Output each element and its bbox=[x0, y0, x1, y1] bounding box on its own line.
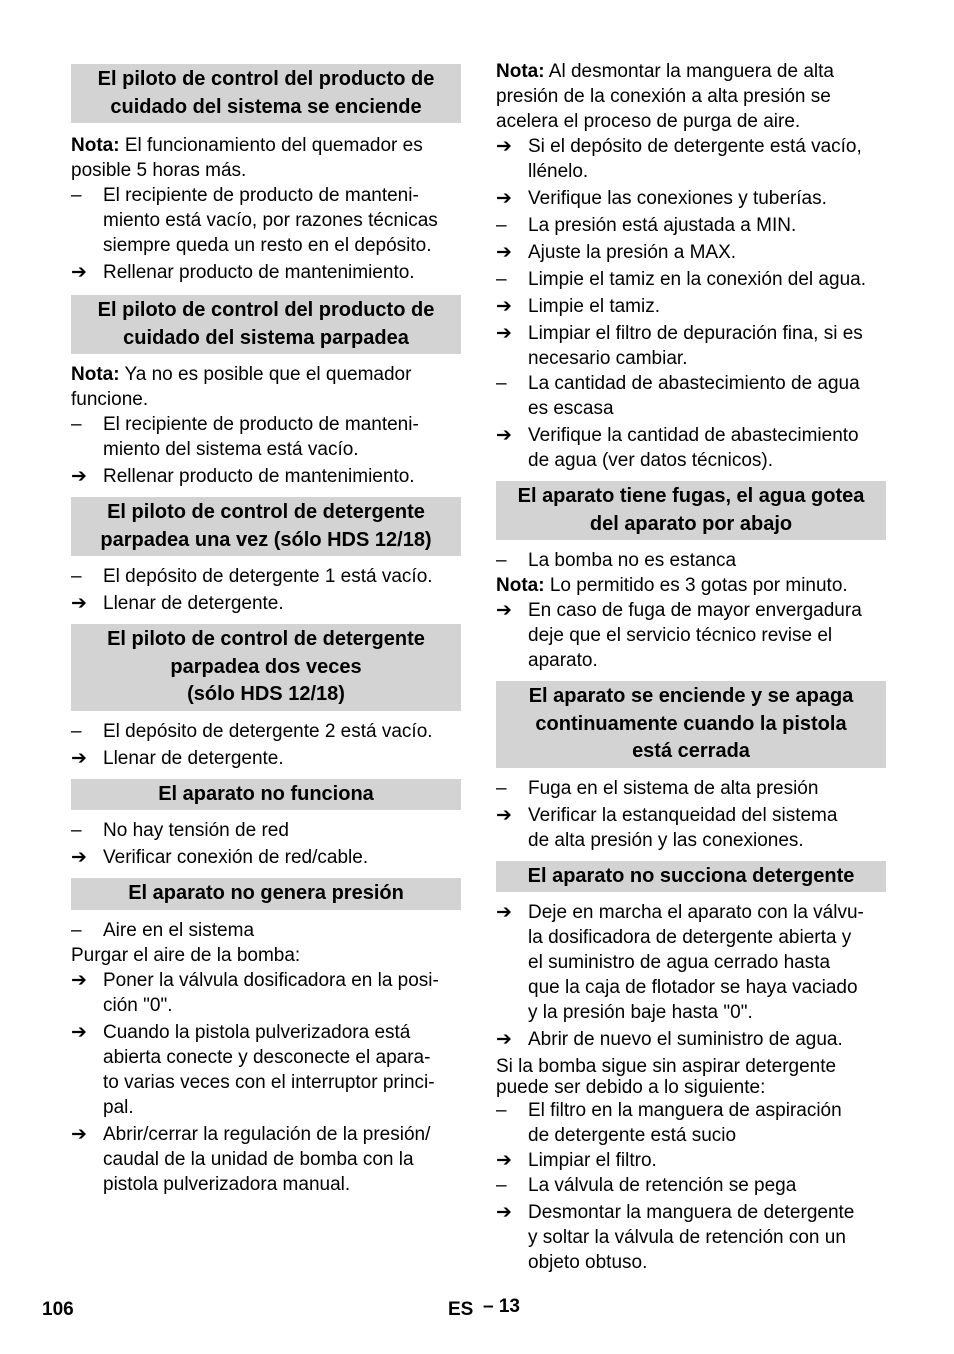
dash-marker: – bbox=[496, 1175, 507, 1196]
arrow-icon: ➔ bbox=[496, 323, 512, 344]
left-column bbox=[71, 64, 461, 1197]
arrow-icon: ➔ bbox=[71, 847, 87, 868]
note-paragraph: Nota: El funcionamiento del quemador es posible 5 horas más. bbox=[71, 135, 423, 181]
right-column bbox=[496, 59, 886, 1275]
list-item: – Fuga en el sistema de alta presión bbox=[496, 777, 819, 799]
list-item: – El depósito de detergente 2 está vacío. bbox=[71, 720, 433, 742]
arrow-icon: ➔ bbox=[496, 902, 512, 923]
arrow-icon: ➔ bbox=[71, 262, 87, 283]
list-item: – El recipiente de producto de manteni- miento del sistema está vacío. bbox=[71, 414, 419, 460]
list-item: – No hay tensión de red bbox=[71, 820, 289, 841]
arrow-icon: ➔ bbox=[496, 136, 512, 157]
note-paragraph: Nota: Lo permitido es 3 gotas por minuto. bbox=[496, 575, 848, 596]
section-heading: El piloto de control del producto de cuidado del sistema se enciende bbox=[71, 64, 461, 123]
action-item: ➔ En caso de fuga de mayor envergadura deje que el servicio técnico revise el aparato. bbox=[496, 600, 862, 671]
list-item: – La presión está ajustada a MIN. bbox=[496, 215, 797, 236]
dash-marker: – bbox=[496, 269, 507, 290]
note-paragraph: Nota: Al desmontar la manguera de alta presión de la conexión a alta presión se acelera el proceso de purga de aire. bbox=[496, 61, 834, 132]
dash-marker: – bbox=[71, 820, 82, 841]
action-item: ➔ Ajuste la presión a MAX. bbox=[496, 242, 737, 263]
section-heading: El aparato no succiona detergente bbox=[496, 861, 886, 893]
arrow-icon: ➔ bbox=[496, 188, 512, 209]
paragraph: Purgar el aire de la bomba: bbox=[71, 944, 301, 966]
dash-marker: – bbox=[71, 566, 82, 587]
action-item: ➔ Limpie el tamiz. bbox=[496, 296, 660, 317]
arrow-icon: ➔ bbox=[71, 747, 87, 769]
list-item: – La cantidad de abastecimiento de agua es escasa bbox=[496, 373, 860, 419]
list-item: – Limpie el tamiz en la conexión del agua. bbox=[496, 269, 866, 290]
dash-marker: – bbox=[71, 720, 82, 742]
action-item: ➔ Verificar la estanqueidad del sistema de alta presión y las conexiones. bbox=[496, 804, 838, 851]
action-item: ➔ Llenar de detergente. bbox=[71, 593, 284, 614]
arrow-icon: ➔ bbox=[71, 1021, 87, 1043]
list-item: – La válvula de retención se pega bbox=[496, 1175, 797, 1196]
action-item: ➔ Llenar de detergente. bbox=[71, 747, 284, 769]
dash-marker: – bbox=[496, 215, 507, 236]
action-item: ➔ Si el depósito de detergente está vacío, llénelo. bbox=[496, 136, 862, 182]
section-heading: El aparato no genera presión bbox=[71, 878, 461, 910]
action-item: ➔ Deje en marcha el aparato con la válvu- la dosificadora de detergente abierta y el suministro de agua cerrado hasta que la caja de flotador se haya vaciado y la presión baje hasta "0". bbox=[496, 902, 864, 1023]
action-item: ➔ Verificar conexión de red/cable. bbox=[71, 847, 369, 868]
action-item: ➔ Verifique la cantidad de abastecimiento de agua (ver datos técnicos). bbox=[496, 425, 859, 471]
arrow-icon: ➔ bbox=[496, 804, 512, 826]
list-item: – Aire en el sistema bbox=[71, 919, 255, 941]
list-item: – La bomba no es estanca bbox=[496, 550, 737, 571]
list-item: – El depósito de detergente 1 está vacío. bbox=[71, 566, 433, 587]
action-item: ➔ Rellenar producto de mantenimiento. bbox=[71, 262, 415, 283]
arrow-icon: ➔ bbox=[71, 1123, 87, 1145]
dash-marker: – bbox=[496, 550, 507, 571]
section-heading: El aparato se enciende y se apaga continuamente cuando la pistola está cerrada bbox=[496, 681, 886, 768]
action-item: ➔ Abrir de nuevo el suministro de agua. bbox=[496, 1029, 843, 1050]
arrow-icon: ➔ bbox=[496, 425, 512, 446]
note-paragraph: Nota: Ya no es posible que el quemador funcione. bbox=[71, 364, 412, 410]
action-item: ➔ Verifique las conexiones y tuberías. bbox=[496, 188, 827, 209]
list-item: – El filtro en la manguera de aspiración de detergente está sucio bbox=[496, 1100, 842, 1146]
arrow-icon: ➔ bbox=[71, 969, 87, 991]
action-item: ➔ Abrir/cerrar la regulación de la presión/ caudal de la unidad de bomba con la pistola pulverizadora manual. bbox=[71, 1123, 431, 1195]
arrow-icon: ➔ bbox=[496, 600, 512, 621]
arrow-icon: ➔ bbox=[496, 1029, 512, 1050]
dash-marker: – bbox=[496, 777, 507, 799]
dash-marker: – bbox=[496, 373, 507, 394]
arrow-icon: ➔ bbox=[496, 1150, 512, 1171]
action-item: ➔ Limpiar el filtro de depuración fina, si es necesario cambiar. bbox=[496, 323, 863, 369]
section-heading: El aparato no funciona bbox=[71, 779, 461, 811]
section-heading: El aparato tiene fugas, el agua gotea del aparato por abajo bbox=[496, 481, 886, 540]
section-heading: El piloto de control de detergente parpadea una vez (sólo HDS 12/18) bbox=[71, 497, 461, 556]
sub-page-number: – 13 bbox=[483, 1296, 520, 1317]
action-item: ➔ Rellenar producto de mantenimiento. bbox=[71, 466, 415, 487]
section-heading: El piloto de control del producto de cuidado del sistema parpadea bbox=[71, 295, 461, 354]
dash-marker: – bbox=[71, 185, 82, 206]
paragraph: Si la bomba sigue sin aspirar detergente puede ser debido a lo siguiente: bbox=[496, 1056, 837, 1098]
dash-marker: – bbox=[71, 919, 82, 941]
action-item: ➔ Limpiar el filtro. bbox=[496, 1150, 657, 1171]
arrow-icon: ➔ bbox=[71, 466, 87, 487]
arrow-icon: ➔ bbox=[496, 242, 512, 263]
arrow-icon: ➔ bbox=[496, 1202, 512, 1223]
dash-marker: – bbox=[71, 414, 82, 435]
action-item: ➔ Poner la válvula dosificadora en la posi- ción "0". bbox=[71, 969, 439, 1016]
action-item: ➔ Cuando la pistola pulverizadora está abierta conecte y desconecte el apara- to varias veces con el interruptor princi- pal. bbox=[71, 1021, 435, 1118]
arrow-icon: ➔ bbox=[71, 593, 87, 614]
list-item: – El recipiente de producto de manteni- miento está vacío, por razones técnicas siempre queda un resto en el depósito. bbox=[71, 185, 438, 256]
page-number: 106 bbox=[42, 1299, 74, 1320]
section-heading: El piloto de control de detergente parpadea dos veces (sólo HDS 12/18) bbox=[71, 624, 461, 711]
arrow-icon: ➔ bbox=[496, 296, 512, 317]
language-code: ES bbox=[448, 1299, 474, 1320]
dash-marker: – bbox=[496, 1100, 507, 1121]
action-item: ➔ Desmontar la manguera de detergente y soltar la válvula de retención con un objeto obtuso. bbox=[496, 1202, 855, 1273]
